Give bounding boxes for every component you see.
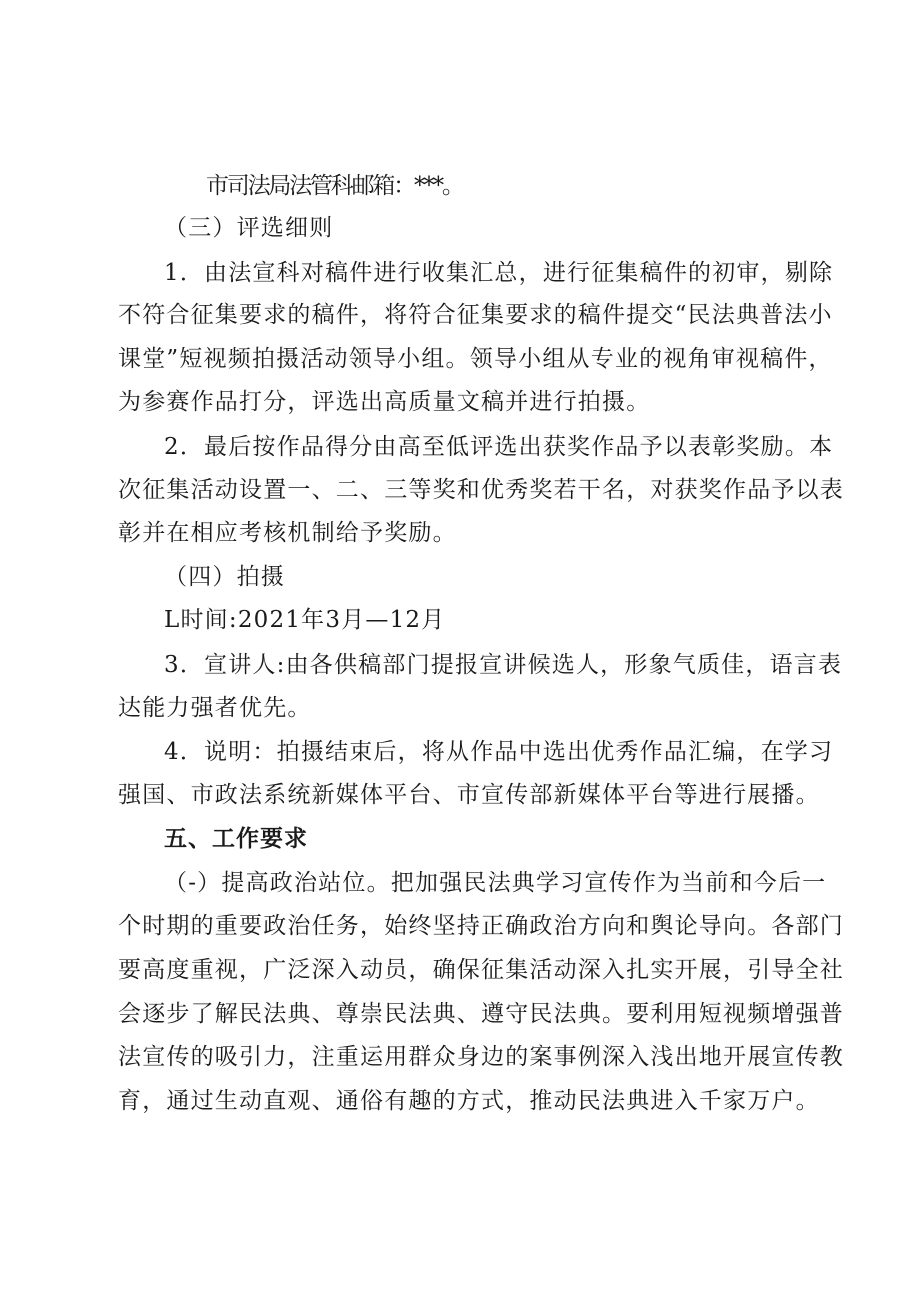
section-heading-selection-rules: （三）评选细则 [164, 215, 334, 241]
time-line: L时间:2021年3月—12月 [164, 607, 446, 633]
section-heading-filming: （四）拍摄 [164, 564, 285, 590]
paragraph-line: 3．宣讲人:由各供稿部门提报宣讲候选人，形象气质佳，语言表 [164, 652, 843, 678]
paragraph-line: 达能力强者优先。 [118, 695, 312, 721]
paragraph-line: 强国、市政法系统新媒体平台、市宣传部新媒体平台等进行展播。 [118, 782, 820, 808]
paragraph-line: 法宣传的吸引力，注重运用群众身边的案事例深入浅出地开展宣传教 [118, 1044, 844, 1070]
email-line: 市司法局法管科邮箱：***。 [206, 173, 463, 199]
paragraph-line: 个时期的重要政治任务，始终坚持正确政治方向和舆论导向。各部门 [118, 913, 844, 939]
paragraph-line: 次征集活动设置一、二、三等奖和优秀奖若干名，对获奖作品予以表 [118, 477, 844, 503]
section-heading-work-requirements: 五、工作要求 [164, 826, 308, 852]
paragraph-line: 要高度重视，广泛深入动员，确保征集活动深入扎实开展，引导全社 [118, 957, 844, 983]
paragraph-line: 2．最后按作品得分由高至低评选出获奖作品予以表彰奖励。本 [164, 434, 834, 460]
paragraph-line: 1．由法宣科对稿件进行收集汇总，进行征集稿件的初审，剔除 [164, 260, 834, 286]
paragraph-line: 为参赛作品打分，评选出高质量文稿并进行拍摄。 [118, 389, 651, 415]
paragraph-line: 4．说明：拍摄结束后，将从作品中选出优秀作品汇编，在学习 [164, 739, 834, 765]
paragraph-line: 育，通过生动直观、通俗有趣的方式，推动民法典进入千家万户。 [118, 1088, 820, 1114]
paragraph-line: 课堂”短视频拍摄活动领导小组。领导小组从专业的视角审视稿件， [118, 346, 833, 372]
paragraph-line: 不符合征集要求的稿件，将符合征集要求的稿件提交“民法典普法小 [118, 302, 833, 328]
paragraph-line: 彰并在相应考核机制给予奖励。 [118, 520, 457, 546]
paragraph-line: 会逐步了解民法典、尊崇民法典、遵守民法典。要利用短视频增强普 [118, 1001, 844, 1027]
paragraph-line: （-）提高政治站位。把加强民法典学习宣传作为当前和今后一 [164, 870, 827, 896]
